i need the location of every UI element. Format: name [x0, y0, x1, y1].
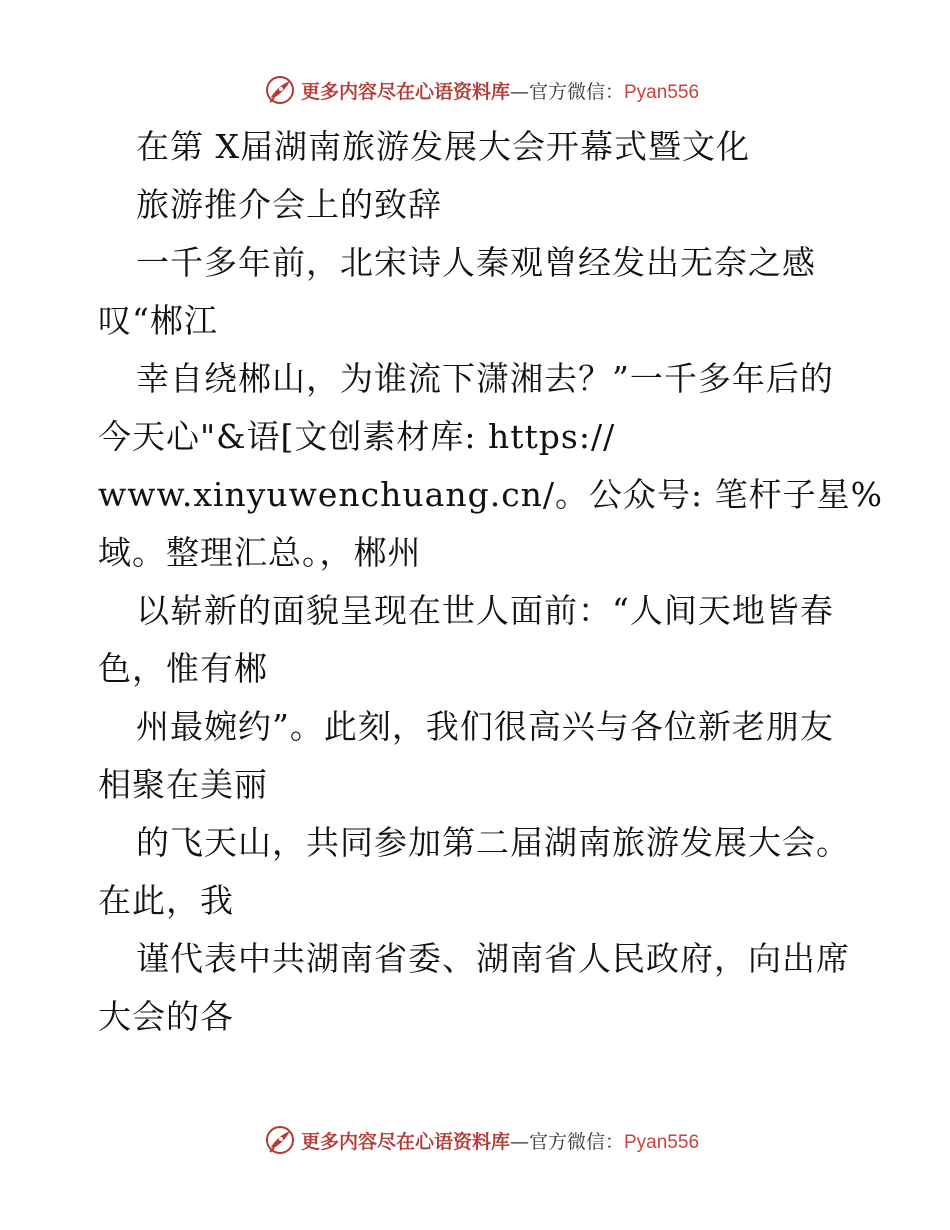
paragraph-line: 一千多年前，北宋诗人秦观曾经发出无奈之感: [136, 243, 816, 282]
paragraph-line: 大会的各: [98, 997, 234, 1036]
paragraph-line: www.xinyuwenchuang.cn/。公众号: 笔杆子星%: [98, 475, 884, 514]
header-banner: [0, 70, 950, 110]
footer-official-label: 官方微信：: [528, 1130, 624, 1153]
paragraph-line: 相聚在美丽: [98, 765, 268, 804]
header-account: Pyan556: [624, 81, 700, 103]
paragraph-line: 域。整理汇总。，郴州: [98, 533, 422, 572]
header-official-label: 官方微信：: [528, 80, 624, 103]
title-line-1: 在第 X届湖南旅游发展大会开幕式暨文化: [136, 127, 750, 166]
footer-brand: 更多内容尽在心语资料库: [300, 1130, 510, 1153]
footer-account: Pyan556: [624, 1131, 700, 1153]
quill-pen-logo-icon: [265, 75, 295, 105]
paragraph-line: 的飞天山，共同参加第二届湖南旅游发展大会。: [136, 823, 850, 862]
paragraph-line: 色，惟有郴: [98, 649, 268, 688]
paragraph-line: 今天心"&语[文创素材库: https://: [98, 417, 616, 456]
header-separator: —: [509, 80, 529, 103]
title-line-2: 旅游推介会上的致辞: [136, 185, 442, 224]
paragraph-line: 以崭新的面貌呈现在世人面前：“人间天地皆春: [136, 591, 834, 630]
footer-separator: —: [509, 1130, 529, 1153]
footer-banner-text: [301, 1127, 699, 1154]
footer-banner-inner: [265, 1125, 699, 1155]
header-banner-text: [301, 77, 699, 104]
paragraph-line: 在此，我: [98, 881, 234, 920]
paragraph-line: 谨代表中共湖南省委、湖南省人民政府，向出席: [136, 939, 850, 978]
paragraph-line: 叹“郴江: [98, 301, 218, 340]
paragraph-line: 州最婉约”。此刻，我们很高兴与各位新老朋友: [136, 707, 834, 746]
header-brand: 更多内容尽在心语资料库: [300, 80, 510, 103]
paragraph-line: 幸自绕郴山，为谁流下潇湘去？”一千多年后的: [136, 359, 834, 398]
header-banner-inner: [265, 75, 699, 105]
quill-pen-logo-icon: [265, 1125, 295, 1155]
footer-banner: [0, 1120, 950, 1160]
